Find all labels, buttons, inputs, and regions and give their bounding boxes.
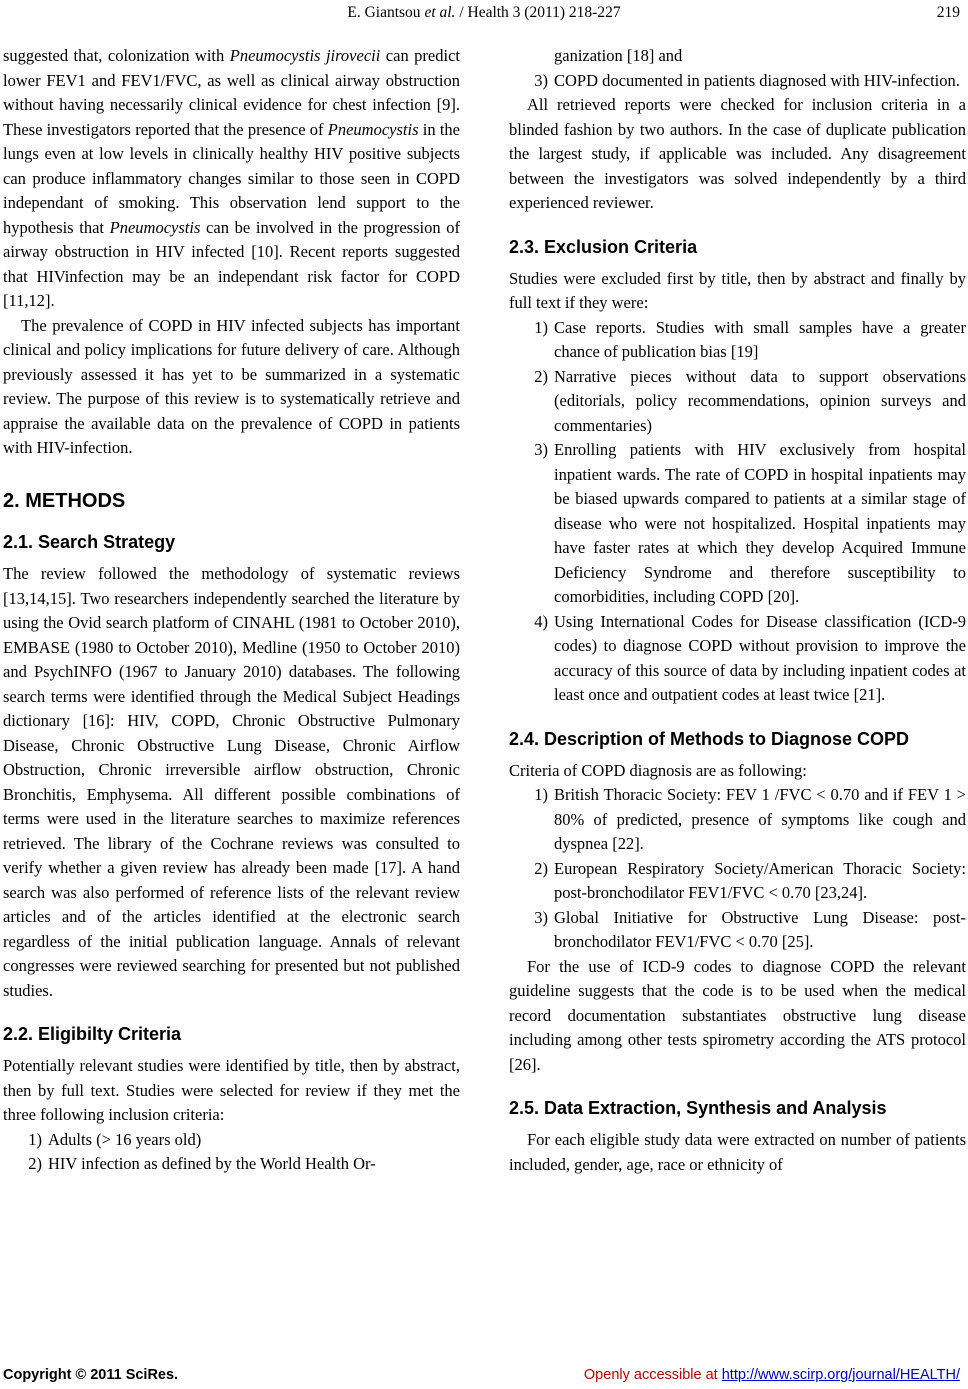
header-journal: / Health 3 (2011) 218-227 [459, 4, 621, 21]
list-item: ganization [18] and [554, 46, 683, 65]
list-item: 1) Case reports. Studies with small samples have a greater chance of publication bias [19] [534, 317, 966, 361]
footer-open-access [584, 1367, 960, 1383]
list-item: 1) Adults (> 16 years old) [28, 1129, 202, 1149]
journal-link[interactable]: http://www.scirp.org/journal/HEALTH/ [721, 1367, 960, 1383]
intro-paragraph-2: The prevalence of COPD in HIV infected subjects has important clinical and policy implications for future delivery of care. Although previously assessed it has yet to be summarized in a systematic review. The purpose of this review is to systematically retrieve and appraise the available data on the prevalence of COPD in patients with HIV-infection. [3, 315, 460, 457]
list-item: 2) Narrative pieces without data to support observations (editorials, policy recommendations, opinion surveys and commentaries) [534, 366, 966, 435]
list-item: 3) Enrolling patients with HIV exclusively from hospital inpatient wards. The rate of COPD in hospital inpatients may be biased upwards compared to patients at a similar stage of disease who were not hospitalized. Hospital inpatients may have faster rates at which they develop Acquired Immune Deficiency Syndrome and therefore susceptibility to comorbidities, including COPD [20]. [534, 440, 966, 606]
right-column [509, 44, 966, 1177]
subsection-heading-diagnosis-methods: 2.4. Description of Methods to Diagnose COPD [509, 728, 910, 749]
inclusion-criteria-list [3, 1128, 460, 1177]
subsection-heading-exclusion: 2.3. Exclusion Criteria [509, 236, 698, 257]
inclusion-criteria-list-continued [509, 44, 966, 93]
eligibility-paragraph: Potentially relevant studies were identified by title, then by abstract, then by full text. Studies were selected for review if they met the three following inclusion criteria: [3, 1056, 460, 1124]
list-item: 1) British Thoracic Society: FEV 1 /FVC < 0.70 and if FEV 1 > 80% of predicted, presence of symptoms like cough and dyspnea [22]. [534, 785, 966, 853]
footer-copyright: Copyright © 2011 SciRes. [3, 1367, 179, 1383]
footer-access-label: Openly accessible at [583, 1367, 722, 1383]
exclusion-criteria-list [509, 316, 966, 708]
page-number: 219 [936, 4, 960, 21]
list-item: 4) Using International Codes for Disease classification (ICD-9 codes) to diagnose COPD without provision to improve the accuracy of this source of data by including inpatient codes at least once and outpatient codes at least twice [21]. [534, 611, 966, 704]
list-item: 3) Global Initiative for Obstructive Lung Disease: post-bronchodilator FEV1/FVC < 0.70 [25]. [534, 907, 966, 951]
header-etal: et al. [424, 4, 456, 21]
list-item: 3) COPD documented in patients diagnosed with HIV-infection. [534, 70, 960, 90]
subsection-heading-eligibility: 2.2. Eligibilty Criteria [3, 1024, 182, 1044]
subsection-heading-data-extraction: 2.5. Data Extraction, Synthesis and Analysis [509, 1098, 887, 1118]
list-item: 2) European Respiratory Society/American Thoracic Society: post-bronchodilator FEV1/FVC < 0.70 [23,24]. [534, 858, 966, 902]
search-strategy-paragraph: The review followed the methodology of systematic reviews [13,14,15]. Two researchers independently searched the literature by using the Ovid search platform of CINAHL (1981 to October 2010), EMBASE (1980 to October 2010), Medline (1950 to October 2010) and PsychINFO (1967 to January 2010) databases. The following search terms were identified through the Medical Subject Headings dictionary [16]: HIV, COPD, Chronic Obstructive Pulmonary Disease, Chronic Obstructive Lung Disease, Chronic Airflow Obstruction, Chronic irreversible airflow obstruction, Chronic Bronchitis, Emphysema. All different possible combinations of terms were used in the literature searches to maximize references retrieved. The library of the Cochrane reviews was consulted to verify whether a given review has already been made [17]. A hand search was also performed of reference lists of the relevant review articles and of the articles identified at the electronic search regardless of the initial publication language. Annals of relevant congresses were reviewed searching for presented but not published studies. [3, 564, 460, 1000]
header-authors: E. Giantsou [347, 4, 421, 21]
subsection-heading-search-strategy: 2.1. Search Strategy [3, 532, 176, 552]
intro-paragraph-1: suggested that, colonization with Pneumocystis jirovecii can predict lower FEV1 and FEV1/FVC, as well as clinical airway obstruction without having necessarily clinical evidence for chest infection [9]. These investigators reported that the presence of Pneumocystis in the lungs even at low levels in clinically healthy HIV positive subjects can produce inflammatory changes similar to those seen in COPD independant of smoking. This observation lend support to the hypothesis that Pneumocystis can be involved in the progression of airway obstruction in HIV infected [10]. Recent reports suggested that HIVinfection may be an independant risk factor for COPD [11,12]. [3, 46, 461, 310]
section-heading-methods: 2. METHODS [3, 489, 126, 512]
left-column [3, 44, 460, 1177]
diagnosis-intro-paragraph: Criteria of COPD diagnosis are as following: [509, 760, 807, 780]
running-header [0, 4, 968, 22]
diagnosis-criteria-list [509, 783, 966, 955]
screening-paragraph: All retrieved reports were checked for inclusion criteria in a blinded fashion by two authors. In the case of duplicate publication the largest study, if applicable was included. Any disagreement between the investigators was solved independently by a third experienced reviewer. [509, 95, 966, 212]
list-item: 2) HIV infection as defined by the World Health Or- [28, 1154, 376, 1173]
icd9-paragraph: For the use of ICD-9 codes to diagnose COPD the relevant guideline suggests that the code is to be used when the medical record documentation substantiates obstructive lung disease including among other tests spirometry according the ATS protocol [26]. [509, 956, 966, 1074]
exclusion-intro-paragraph: Studies were excluded first by title, then by abstract and finally by full text if they were: [509, 268, 966, 312]
data-extraction-paragraph: For each eligible study data were extracted on number of patients included, gender, age, race or ethnicity of [509, 1130, 966, 1174]
